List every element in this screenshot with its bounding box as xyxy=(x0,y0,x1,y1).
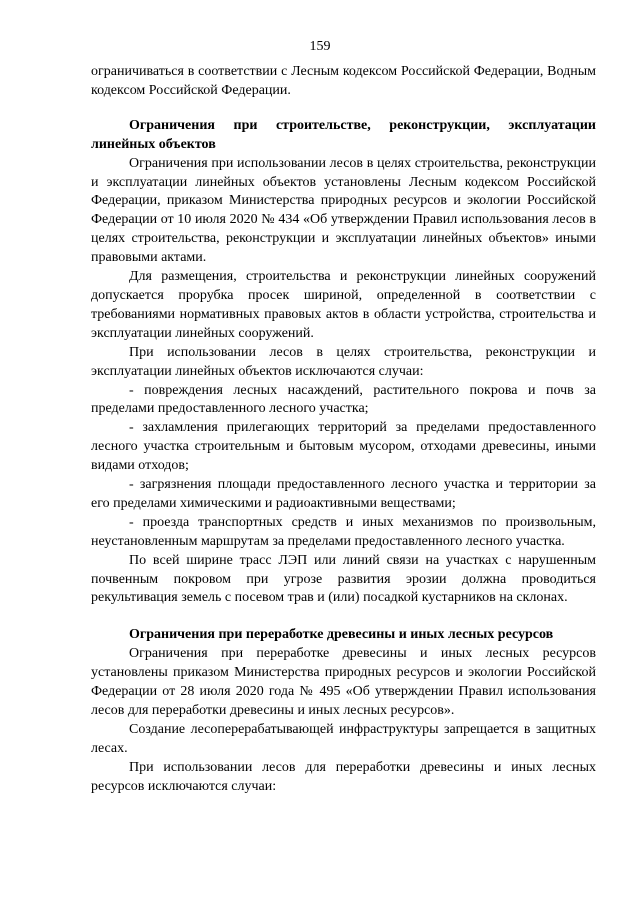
section-heading-linear-objects: Ограничения при строительстве, реконструкции, эксплуатации линейных объектов xyxy=(91,117,596,152)
list-item: - проезда транспортных средств и иных механизмов по произвольным, неустановленным маршрутам за пределами предоставленного лесного участка. xyxy=(91,514,596,549)
section-heading-wood-processing: Ограничения при переработке древесины и иных лесных ресурсов xyxy=(129,627,554,643)
paragraph: По всей ширине трасс ЛЭП или линий связи на участках с нарушенным почвенным покровом при угрозе развития эрозии должна проводиться рекультивация земель с посевом трав и (или) посадкой кустарников на склонах. xyxy=(91,552,596,606)
document-body xyxy=(91,63,596,797)
paragraph-continuation: ограничиваться в соответствии с Лесным кодексом Российской Федерации, Водным кодексом Российской Федерации. xyxy=(91,64,596,98)
paragraph: При использовании лесов для переработки древесины и иных лесных ресурсов исключаются случаи: xyxy=(91,759,596,794)
paragraph: При использовании лесов в целях строительства, реконструкции и эксплуатации линейных объектов исключаются случаи: xyxy=(91,344,596,379)
paragraph: Ограничения при использовании лесов в целях строительства, реконструкции и эксплуатации линейных объектов установлены Лесным кодексом Российской Федерации, приказом Министерства природных ресурсов и экологии Российской Федерации от 10 июля 2020 № 434 «Об утверждении Правил использования лесов в целях строительства, реконструкции и эксплуатации линейных объектов» иными правовыми актами. xyxy=(91,155,596,266)
paragraph: Ограничения при переработке древесины и иных лесных ресурсов установлены приказом Министерства природных ресурсов и экологии Российской Федерации от 28 июля 2020 года № 495 «Об утверждении Правил использования лесов для переработки древесины и иных лесных ресурсов». xyxy=(91,646,596,718)
list-item: - захламления прилегающих территорий за пределами предоставленного лесного участка строительным и бытовым мусором, отходами древесины, иными видами отходов; xyxy=(91,420,596,474)
paragraph: Для размещения, строительства и реконструкции линейных сооружений допускается прорубка просек шириной, определенной в соответствии с требованиями нормативных правовых актов в области устройства, строительства и эксплуатации линейных сооружений. xyxy=(91,269,596,341)
paragraph: Создание лесоперерабатывающей инфраструктуры запрещается в защитных лесах. xyxy=(91,721,596,756)
list-item: - загрязнения площади предоставленного лесного участка и территории за его пределами химическими и радиоактивными веществами; xyxy=(91,477,596,511)
list-item: - повреждения лесных насаждений, растительного покрова и почв за пределами предоставленного лесного участка; xyxy=(91,382,596,417)
page-number: 159 xyxy=(309,39,331,54)
